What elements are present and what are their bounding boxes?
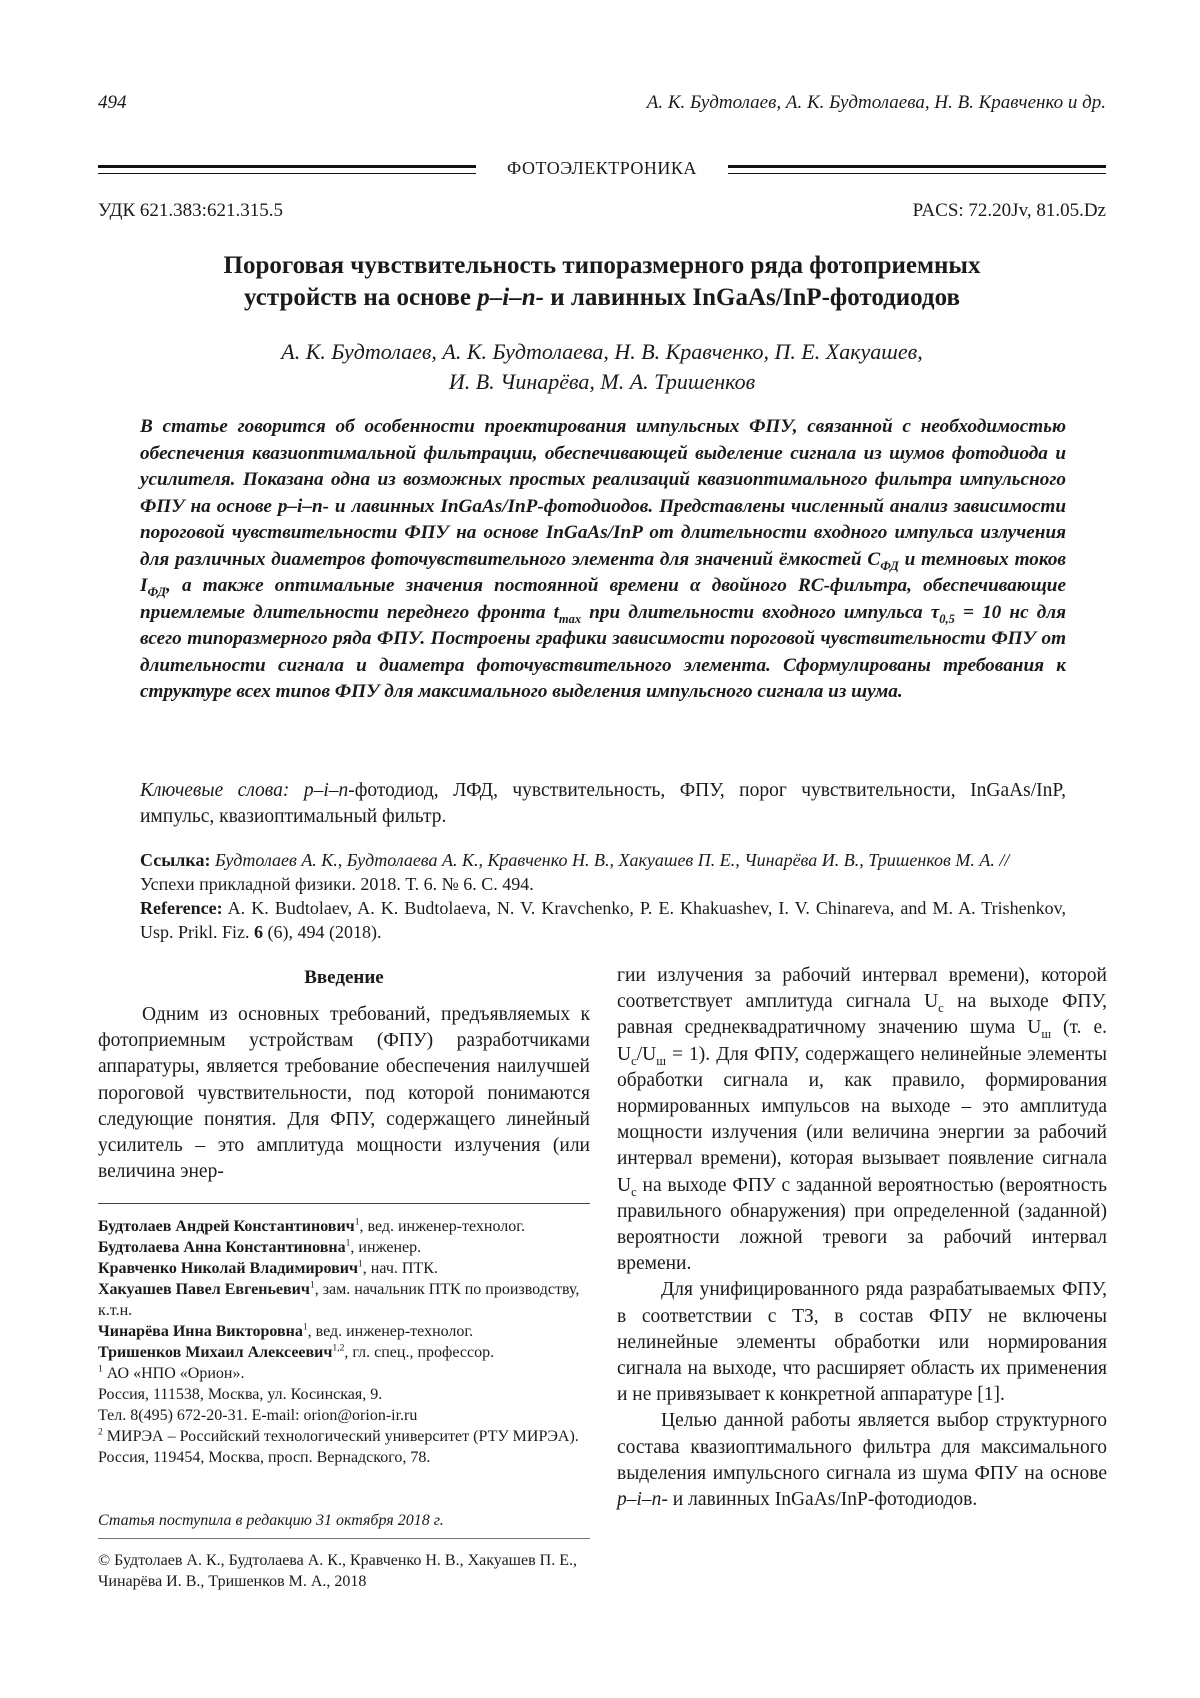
author-name: Тришенков Михаил Алексеевич xyxy=(98,1344,333,1361)
copyright-notice: © Будтолаев А. К., Будтолаева А. К., Кравченко Н. В., Хакуашев П. Е., Чинарёва И. В., Тришенков М. А., 2018 xyxy=(98,1552,577,1590)
org-sup: 1 xyxy=(98,1363,103,1375)
title-text: устройств на основе xyxy=(244,284,478,311)
abstract-sub: ФД xyxy=(147,584,167,599)
para-text: гии излучения за рабочий интервал времени), которой соответствует амплитуда сигнала U xyxy=(617,965,1107,1013)
citation-ru-label: Ссылка: xyxy=(140,850,211,870)
title-line-2 xyxy=(98,282,1106,314)
intro-right-column xyxy=(617,963,1107,1513)
footnote-org-1 xyxy=(98,1363,590,1384)
author-role: , вед. инженер-технолог. xyxy=(359,1218,526,1235)
section-rule xyxy=(98,158,1106,182)
footnote-author-2 xyxy=(98,1237,590,1258)
footnote-author-6 xyxy=(98,1342,590,1363)
abstract-sub: max xyxy=(558,611,582,626)
author-sup: 1 xyxy=(302,1321,308,1333)
abstract-part: и темновых токов I xyxy=(140,548,1066,596)
citation-en-text: A. K. Budtolaev, A. K. Budtolaeva, N. V. Kravchenko, P. E. Khakuashev, I. V. Chinareva, and M. A. Trishenkov, Usp. Prikl. Fiz. xyxy=(140,898,1066,942)
para-text: (т. е. U xyxy=(617,1017,1107,1065)
author-sup: 1 xyxy=(345,1237,351,1249)
author-sup: 1,2 xyxy=(332,1342,345,1354)
title-text-end: и лавинных InGaAs/InP-фотодиодов xyxy=(543,284,960,311)
para-text: на выходе ФПУ, равная среднеквадратичному значению шума U xyxy=(617,991,1107,1039)
author-sup: 1 xyxy=(354,1216,360,1228)
intro-left-column xyxy=(98,1002,590,1185)
intro-paragraph-1: Одним из основных требований, предъявляемых к фотоприемным устройствам (ФПУ) разработчиками аппаратуры, является требование обеспечения наилучшей пороговой чувствительности, под которой понимаются следующие понятия. Для ФПУ, содержащего линейный усилитель – это амплитуда мощности излучения (или величина энер- xyxy=(98,1004,590,1183)
rule-right xyxy=(728,165,1106,174)
author-role: , нач. ПТК. xyxy=(362,1260,438,1277)
abstract-part: = 10 нс для всего типоразмерного ряда ФПУ. Построены графики зависимости пороговой чувствительности ФПУ от длительности сигнала и диаметра фоточувствительного элемента. Сформулированы требования к структуре всех типов ФПУ для максимального выделения импульсного сигнала из шума. xyxy=(140,601,1066,702)
citation-en xyxy=(140,896,1066,944)
citation-en-label: Reference: xyxy=(140,898,223,918)
footnote-divider xyxy=(98,1203,590,1204)
org-sup: 2 xyxy=(98,1426,103,1438)
copyright-divider xyxy=(98,1538,590,1539)
keywords xyxy=(140,778,1066,830)
page-number: 494 xyxy=(98,92,127,113)
para-pin: p–i–n- xyxy=(617,1489,668,1511)
author-sup: 1 xyxy=(309,1279,315,1291)
intro-heading: Введение xyxy=(304,967,384,988)
authors-line-1: А. К. Будтолаев, А. К. Будтолаева, Н. В. Кравченко, П. Е. Хакуашев, xyxy=(281,339,923,364)
keywords-label: Ключевые слова: xyxy=(140,780,290,801)
author-role: , вед. инженер-технолог. xyxy=(307,1323,474,1340)
para-text: на выходе ФПУ с заданной вероятностью (вероятность правильного обнаружения) при определенной (заданной) вероятности ложной тревоги за рабочий интервал времени. xyxy=(617,1174,1107,1275)
footnote-org-1-address: Россия, 111538, Москва, ул. Косинская, 9. xyxy=(98,1386,383,1403)
para-text: Целью данной работы является выбор структурного состава квазиоптимального фильтра для максимального выделения импульсного сигнала из шума ФПУ на основе xyxy=(617,1410,1107,1484)
abstract-sub: 0,5 xyxy=(939,611,955,626)
footnote-author-3 xyxy=(98,1258,590,1279)
footnote-author-5 xyxy=(98,1321,590,1342)
para-sub: c xyxy=(631,1184,637,1199)
received-date: Статья поступила в редакцию 31 октября 2018 г. xyxy=(98,1512,444,1529)
footnote-author-4 xyxy=(98,1279,590,1321)
author-role: , гл. спец., профессор. xyxy=(344,1344,495,1361)
authors-line-2: И. В. Чинарёва, М. А. Тришенков xyxy=(448,369,756,394)
para-text: = 1). Для ФПУ, содержащего нелинейные элементы обработки сигнала и, как правило, формирования нормированных импульсов на выходе – это амплитуда мощности излучения (или величина энергии за рабочий интервал времени), которая вызывает появление сигнала U xyxy=(617,1043,1107,1196)
para-sub: ш xyxy=(656,1053,666,1068)
para-text: /U xyxy=(636,1043,657,1065)
citation-ru-source: Успехи прикладной физики. 2018. Т. 6. № 6. С. 494. xyxy=(140,874,534,894)
author-name: Будтолаева Анна Константиновна xyxy=(98,1239,346,1256)
author-sup: 1 xyxy=(358,1258,363,1270)
keywords-text: -фотодиод, ЛФД, чувствительность, ФПУ, порог чувствительности, InGaAs/InP, импульс, квазиоптимальный фильтр. xyxy=(140,780,1066,827)
author-name: Чинарёва Инна Викторовна xyxy=(98,1323,303,1340)
para-sub: c xyxy=(631,1053,637,1068)
author-name: Хакуашев Павел Евгеньевич xyxy=(98,1281,310,1298)
author-role: , инженер. xyxy=(350,1239,422,1256)
footnote-org-1-contact: Тел. 8(495) 672-20-31. E-mail: orion@orion-ir.ru xyxy=(98,1407,418,1424)
udk-code: УДК 621.383:621.315.5 xyxy=(98,200,283,221)
citation-en-end: (6), 494 (2018). xyxy=(263,922,382,942)
keywords-pin: p–i–n xyxy=(289,780,349,801)
para-sub: ш xyxy=(1041,1027,1052,1042)
author-list xyxy=(98,337,1106,397)
citation-ru-authors: Будтолаев А. К., Будтолаева А. К., Кравченко Н. В., Хакуашев П. Е., Чинарёва И. В., Тришенков М. А. // xyxy=(210,850,1010,870)
para-text: и лавинных InGaAs/InP-фотодиодов. xyxy=(667,1489,978,1511)
author-footnote xyxy=(98,1216,590,1468)
abstract-part: В статье говорится об особенности проектирования импульсных ФПУ, связанной с необходимостью обеспечения квазиоптимальной фильтрации, обеспечивающей выделение сигнала из шумов фотодиода и усилителя. Показана одна из возможных простых реализаций квазиоптимального фильтра импульсного ФПУ на основе p–i–n- и лавинных InGaAs/InP-фотодиодов. Представлены численный анализ зависимости пороговой чувствительности ФПУ на основе InGaAs/InP от длительности входного импульса излучения для различных диаметров фоточувствительного элемента для значений ёмкостей C xyxy=(140,416,1066,570)
org-name: МИРЭА – Российский технологический университет (РТУ МИРЭА). xyxy=(102,1428,579,1445)
author-name: Будтолаев Андрей Константинович xyxy=(98,1218,355,1235)
para-sub: c xyxy=(938,1001,944,1016)
footnote-org-2-address: Россия, 119454, Москва, просп. Вернадского, 78. xyxy=(98,1449,431,1466)
author-role: , зам. начальник ПТК по производству, к.т.н. xyxy=(98,1281,580,1319)
section-label: ФОТОЭЛЕКТРОНИКА xyxy=(507,158,697,178)
footnote-org-2 xyxy=(98,1426,590,1447)
org-name: АО «НПО «Орион». xyxy=(102,1365,245,1382)
title-line-1: Пороговая чувствительность типоразмерного ряда фотоприемных xyxy=(223,252,981,279)
pacs-code: PACS: 72.20Jv, 81.05.Dz xyxy=(912,200,1106,221)
abstract-sub: ФД xyxy=(880,558,899,573)
citation-ru xyxy=(140,848,1066,896)
title-pin: p–i–n- xyxy=(477,284,544,311)
abstract xyxy=(140,414,1066,706)
paper-title xyxy=(98,250,1106,314)
author-name: Кравченко Николай Владимирович xyxy=(98,1260,358,1277)
intro-paragraph-continued xyxy=(617,963,1107,1277)
citation-en-volume: 6 xyxy=(254,922,264,942)
intro-paragraph-2: Для унифицированного ряда разрабатываемых ФПУ, в соответствии с ТЗ, в состав ФПУ не включены нелинейные элементы обработки или нормирования сигнала на выходе, что расширяет область их применения и не привязывает к конкретной аппаратуре [1]. xyxy=(617,1279,1107,1406)
running-head-authors: А. К. Будтолаев, А. К. Будтолаева, Н. В. Кравченко и др. xyxy=(646,92,1106,113)
intro-paragraph-3 xyxy=(617,1408,1107,1513)
abstract-part: при длительности входного импульса τ xyxy=(581,601,940,623)
citation-block xyxy=(140,848,1066,944)
abstract-part: , а также оптимальные значения постоянной времени α двойного RC-фильтра, обеспечивающие приемлемые длительности переднего фронта t xyxy=(140,575,1066,623)
footnote-author-1 xyxy=(98,1216,590,1237)
